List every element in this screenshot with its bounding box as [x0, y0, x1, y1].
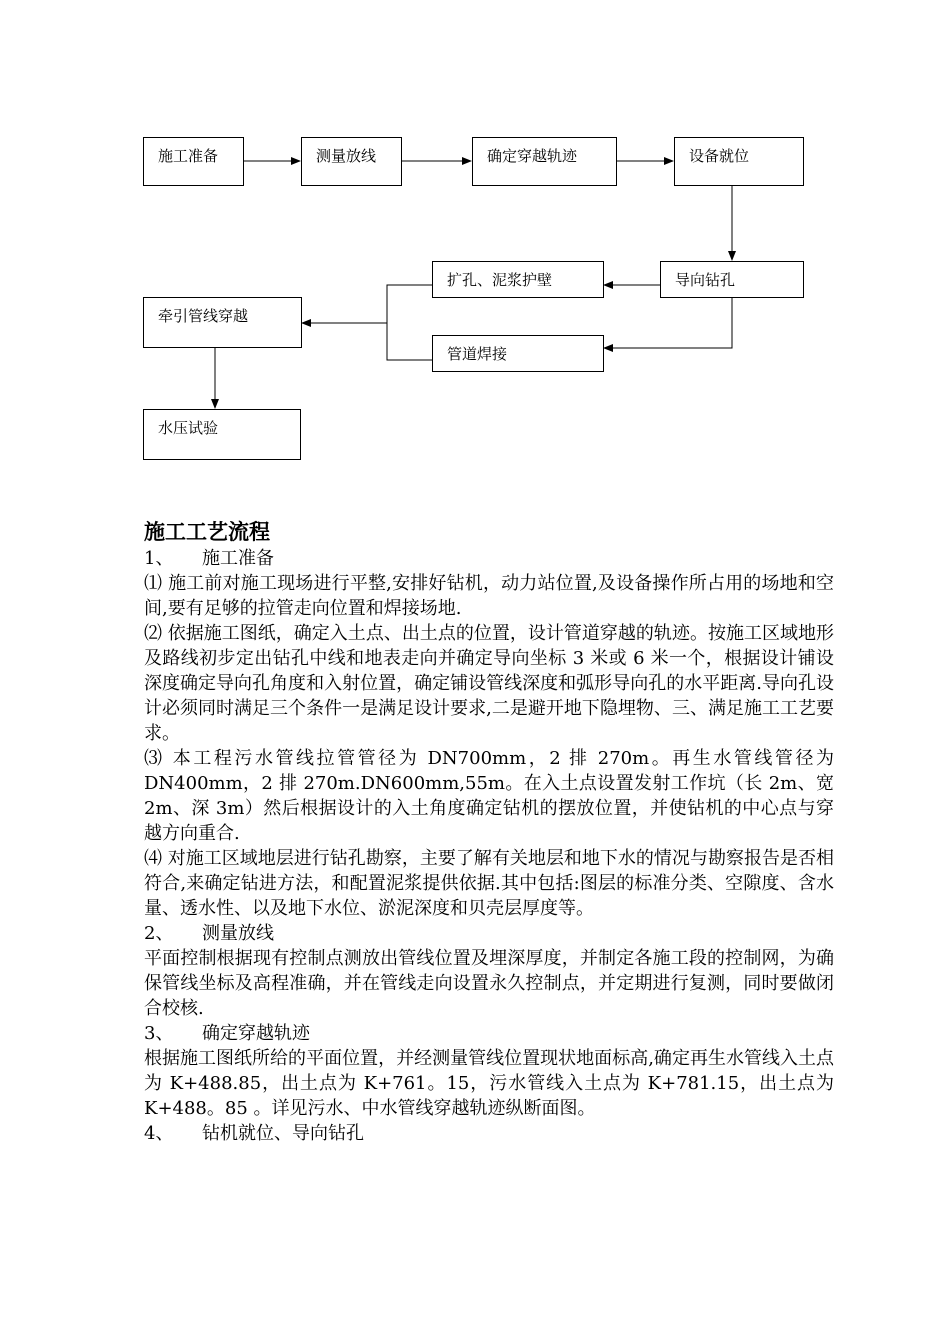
section-number: 1、 [144, 548, 174, 569]
flow-step-equipment: 设备就位 [674, 137, 804, 186]
paragraph-1-3: ⑶ 本工程污水管线拉管管径为 DN700mm，2 排 270m。再生水管线管径为 DN400mm，2 排 270m.DN600mm,55m。在入土点设置发射工作坑（长 2m、宽 2m、深 3m）然后根据设计的入土角度确定钻机的摆放位置，并使钻机的中心点与穿越方向重合. [144, 748, 834, 844]
flow-step-survey: 测量放线 [301, 137, 402, 186]
section-title: 确定穿越轨迹 [202, 1023, 310, 1044]
flowchart-connectors [0, 0, 950, 480]
paragraph-2: 平面控制根据现有控制点测放出管线位置及埋深厚度，并制定各施工段的控制网，为确保管线坐标及高程准确，并在管线走向设置永久控制点，并定期进行复测，同时要做闭合校核. [144, 948, 834, 1019]
section-number: 3、 [144, 1023, 174, 1044]
arrow-guide-to-weld [604, 298, 732, 348]
paragraph-1-4: ⑷ 对施工区域地层进行钻孔勘察，主要了解有关地层和地下水的情况与勘察报告是否相符合,来确定钻进方法，和配置泥浆提供依据.其中包括:图层的标准分类、空隙度、含水量、透水性、以及地下水位、淤泥深度和贝壳层厚度等。 [144, 848, 834, 919]
document-body [144, 518, 834, 1146]
section-title: 测量放线 [202, 923, 274, 944]
flow-step-pressure-test: 水压试验 [143, 409, 301, 460]
section-heading-3 [144, 1021, 834, 1046]
section-number: 4、 [144, 1123, 174, 1144]
section-heading-1 [144, 546, 834, 571]
flow-step-ream: 扩孔、泥浆护壁 [432, 261, 604, 298]
paragraph-3: 根据施工图纸所给的平面位置，并经测量管线位置现状地面标高,确定再生水管线入土点为 K+488.85，出土点为 K+761。15，污水管线入土点为 K+781.15，出土点为 K+488。85 。详见污水、中水管线穿越轨迹纵断面图。 [144, 1048, 834, 1119]
section-number: 2、 [144, 923, 174, 944]
flow-step-prepare: 施工准备 [143, 137, 244, 186]
section-title: 施工准备 [202, 548, 274, 569]
page-title: 施工工艺流程 [144, 519, 270, 544]
paragraph-1-2: ⑵ 依据施工图纸，确定入土点、出土点的位置，设计管道穿越的轨迹。按施工区域地形及路线初步定出钻孔中线和地表走向并确定导向坐标 3 米或 6 米一个，根据设计铺设深度确定导向孔角度和入射位置，确定铺设管线深度和弧形导向孔的水平距离.导向孔设计必须同时满足三个条件一是满足设计要求,二是避开地下隐埋物、三、满足施工工艺要求。 [144, 623, 834, 744]
paragraph-1-1: ⑴ 施工前对施工现场进行平整,安排好钻机，动力站位置,及设备操作所占用的场地和空间,要有足够的拉管走向位置和焊接场地. [144, 573, 834, 619]
section-heading-2 [144, 921, 834, 946]
flow-step-weld: 管道焊接 [432, 335, 604, 372]
flow-step-pull: 牵引管线穿越 [143, 297, 302, 348]
section-heading-4 [144, 1121, 834, 1146]
section-title: 钻机就位、导向钻孔 [202, 1123, 364, 1144]
flow-step-trajectory: 确定穿越轨迹 [472, 137, 617, 186]
connector-ream-weld-bracket [387, 285, 432, 360]
flow-step-guide-drill: 导向钻孔 [660, 261, 804, 298]
